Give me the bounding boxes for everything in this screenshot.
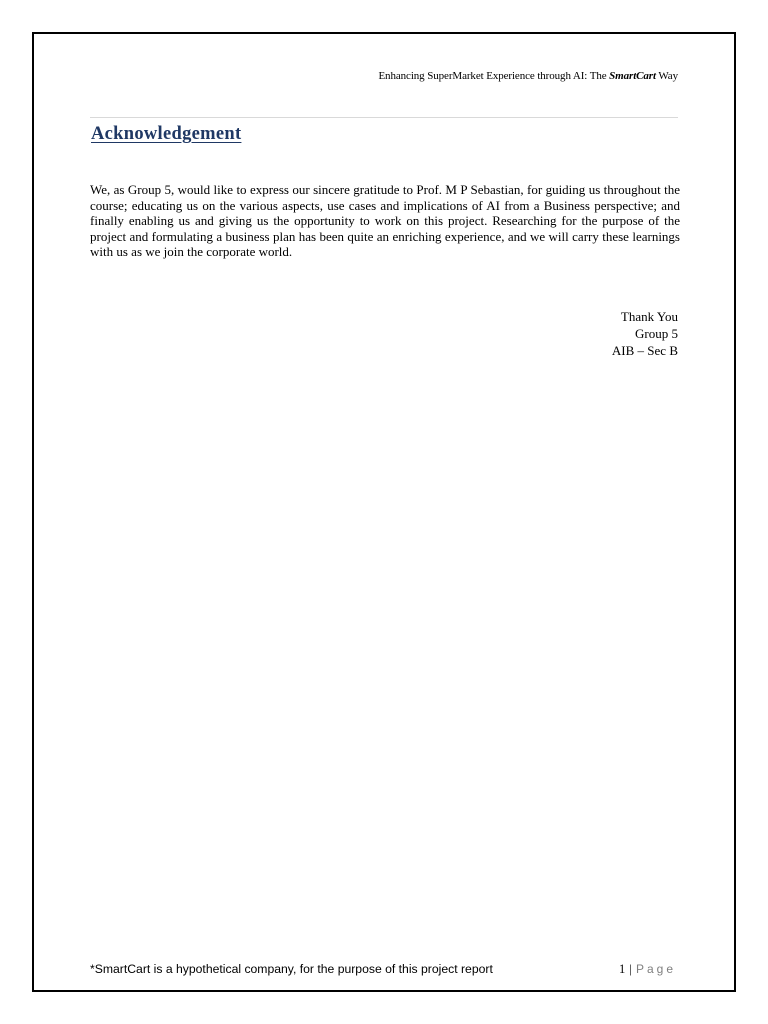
signoff-group: Group 5 <box>635 326 678 341</box>
document-page <box>32 32 736 992</box>
running-header <box>90 70 678 82</box>
page-number-footer <box>619 962 676 977</box>
page-separator: | <box>629 962 632 976</box>
header-text-end: Way <box>655 70 678 82</box>
footer-note: *SmartCart is a hypothetical company, for the purpose of this project report <box>90 962 493 976</box>
signoff-section: AIB – Sec B <box>611 343 678 358</box>
header-brand: SmartCart <box>609 70 656 82</box>
header-text: Enhancing SuperMarket Experience through AI: The <box>378 70 610 82</box>
signoff-block <box>612 308 678 359</box>
page-number: 1 <box>618 962 626 976</box>
header-divider <box>90 117 678 118</box>
page-label: Page <box>635 962 676 976</box>
acknowledgement-paragraph: We, as Group 5, would like to express our sincere gratitude to Prof. M P Sebastian, for guiding us throughout the course; educating us on the various aspects, use cases and implications of AI from a Business perspective; and finally enabling us and giving us the opportunity to work on this project. Researching for the purpose of the project and formulating a business plan has been quite an enriching experience, and we will carry these learnings with us as we join the corporate world. <box>90 182 680 260</box>
signoff-thanks: Thank You <box>620 309 678 324</box>
section-title: Acknowledgement <box>91 124 242 144</box>
